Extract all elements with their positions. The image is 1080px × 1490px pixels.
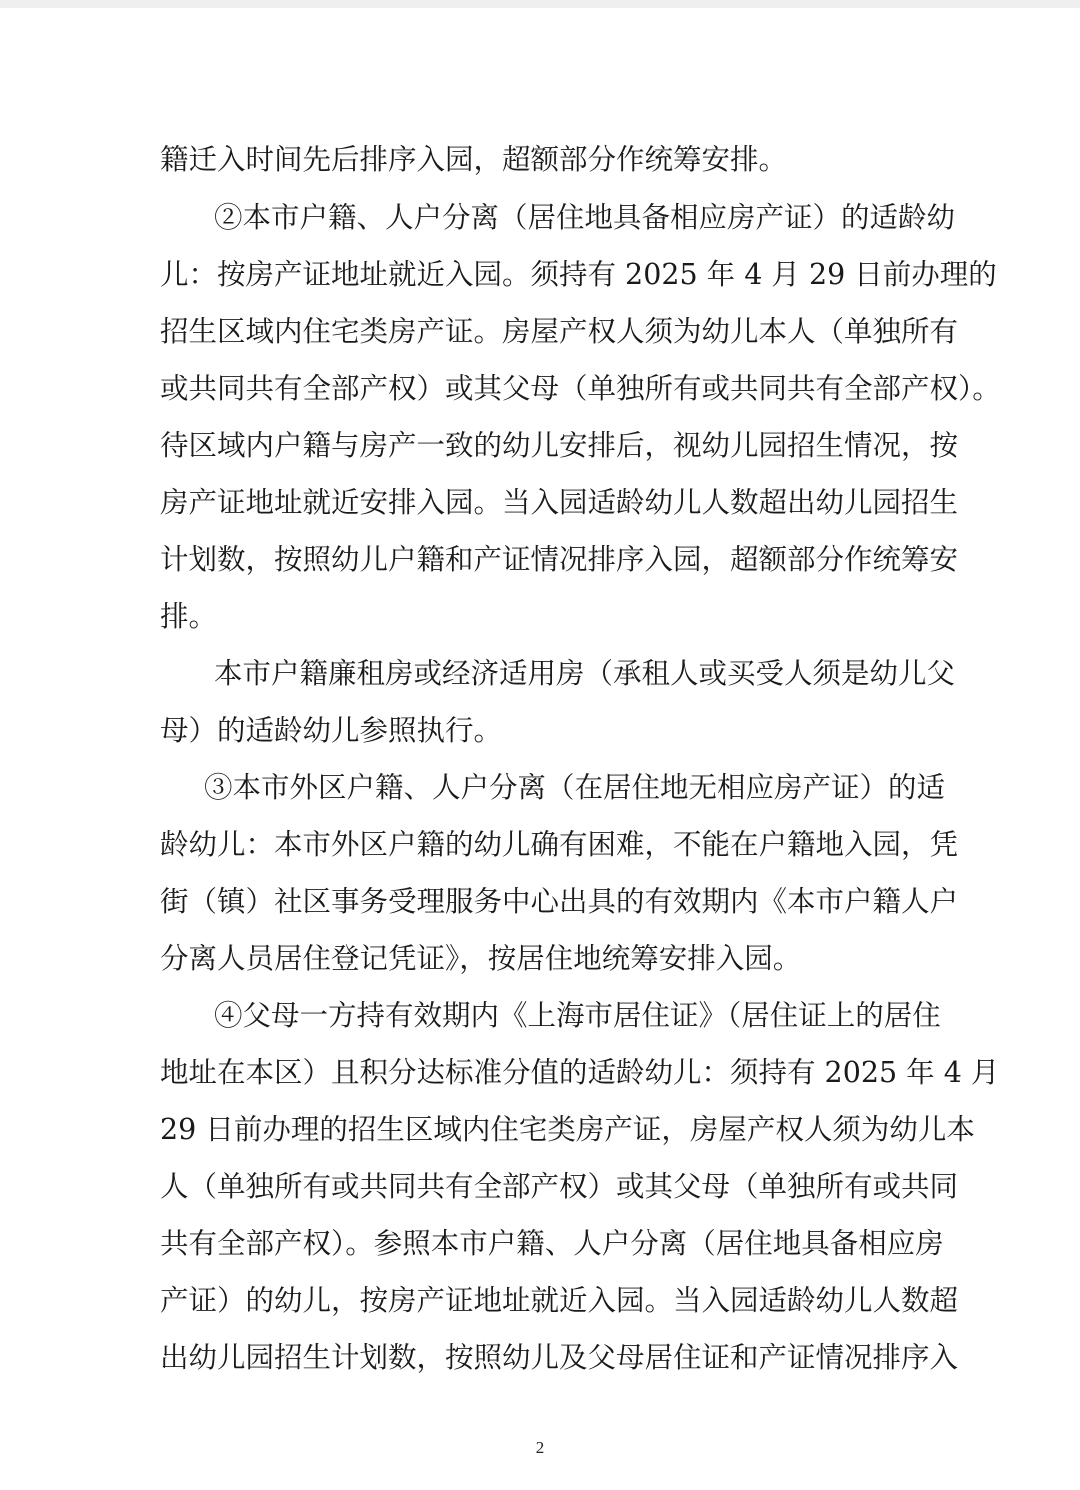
page-number: 2 (535, 1438, 545, 1457)
text-line: 待区域内户籍与房产一致的幼儿安排后，视幼儿园招生情况，按 (160, 429, 959, 462)
text-line: ②本市户籍、人户分离（居住地具备相应房产证）的适龄幼 (214, 201, 956, 234)
text-line: 房产证地址就近安排入园。当入园适龄幼儿人数超出幼儿园招生 (160, 486, 959, 519)
text-line: 街（镇）社区事务受理服务中心出具的有效期内《本市户籍人户 (160, 885, 959, 918)
text-line: 人（单独所有或共同共有全部产权）或其父母（单独所有或共同 (160, 1170, 959, 1203)
text-line: 出幼儿园招生计划数，按照幼儿及父母居住证和产证情况排序入 (160, 1341, 959, 1374)
text-line: 分离人员居住登记凭证》，按居住地统筹安排入园。 (160, 942, 802, 975)
text-line: ③本市外区户籍、人户分离（在居住地无相应房产证）的适 (204, 771, 946, 804)
text-line: 儿：按房产证地址就近入园。须持有 2025 年 4 月 29 日前办理的 (160, 258, 997, 291)
text-line: 招生区域内住宅类房产证。房屋产权人须为幼儿本人（单独所有 (160, 315, 959, 348)
viewer-top-edge (0, 0, 1080, 8)
text-line: 产证）的幼儿，按房产证地址就近入园。当入园适龄幼儿人数超 (160, 1284, 959, 1317)
text-line: 29 日前办理的招生区域内住宅类房产证，房屋产权人须为幼儿本 (160, 1113, 975, 1146)
text-line: 本市户籍廉租房或经济适用房（承租人或买受人须是幼儿父 (214, 657, 956, 690)
text-line: 籍迁入时间先后排序入园，超额部分作统筹安排。 (160, 143, 788, 176)
text-line: ④父母一方持有效期内《上海市居住证》（居住证上的居住 (214, 999, 941, 1032)
text-line: 计划数，按照幼儿户籍和产证情况排序入园，超额部分作统筹安 (160, 543, 959, 576)
text-line: 地址在本区）且积分达标准分值的适龄幼儿：须持有 2025 年 4 月 (160, 1056, 1000, 1089)
text-line: 母）的适龄幼儿参照执行。 (160, 714, 503, 747)
text-line: 龄幼儿：本市外区户籍的幼儿确有困难，不能在户籍地入园，凭 (160, 828, 959, 861)
text-line: 或共同共有全部产权）或其父母（单独所有或共同共有全部产权）。 (160, 372, 1001, 405)
text-line: 共有全部产权）。参照本市户籍、人户分离（居住地具备相应房 (160, 1227, 944, 1260)
text-line: 排。 (160, 600, 218, 633)
